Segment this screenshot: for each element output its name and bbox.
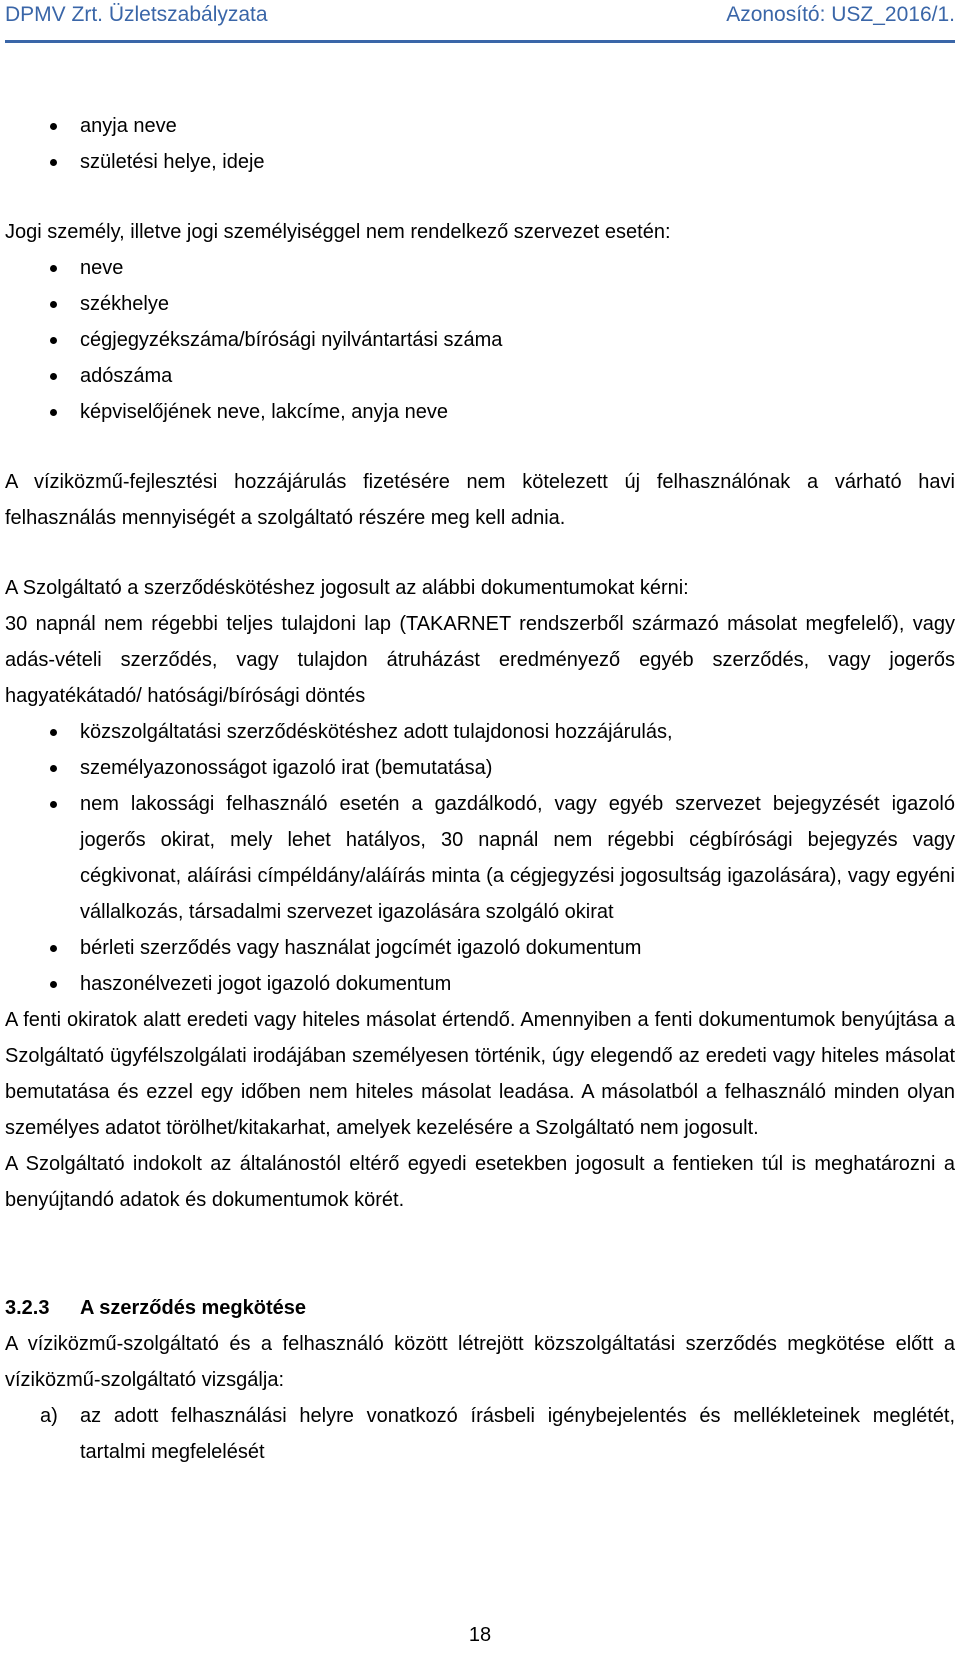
- bullet-icon: [50, 301, 57, 308]
- bullet-icon: [50, 159, 57, 166]
- header-document-id: Azonosító: USZ_2016/1.: [726, 3, 955, 26]
- list-item: haszonélvezeti jogot igazoló dokumentum: [5, 966, 955, 1002]
- list-item: születési helye, ideje: [5, 144, 955, 180]
- page-number: 18: [468, 1624, 492, 1646]
- paragraph: A víziközmű-szolgáltató és a felhasználó között létrejött közszolgáltatási szerződés megkötése előtt a víziközmű-szolgáltató vizsgálja:: [5, 1333, 955, 1391]
- bullet-icon: [50, 729, 57, 736]
- bullet-icon: [50, 945, 57, 952]
- list-item: személyazonosságot igazoló irat (bemutatása): [5, 750, 955, 786]
- bullet-icon: [50, 265, 57, 272]
- page-header: [5, 0, 955, 43]
- list-item: közszolgáltatási szerződéskötéshez adott tulajdonosi hozzájárulás,: [5, 714, 955, 750]
- bullet-list-documents: [5, 714, 955, 1002]
- list-item: cégjegyzékszáma/bírósági nyilvántartási száma: [5, 322, 955, 358]
- bullet-list-organization: [5, 250, 955, 430]
- bullet-icon: [50, 801, 57, 808]
- list-item: képviselőjének neve, lakcíme, anyja neve: [5, 394, 955, 430]
- list-item: neve: [5, 250, 955, 286]
- header-title: DPMV Zrt. Üzletszabályzata: [5, 3, 268, 26]
- bullet-icon: [50, 373, 57, 380]
- list-item: a) az adott felhasználási helyre vonatkozó írásbeli igénybejelentés és mellékleteinek meglétét, tartalmi megfelelését: [5, 1398, 955, 1470]
- list-marker: a): [40, 1405, 58, 1427]
- section-title: A szerződés megkötése: [80, 1297, 307, 1319]
- list-item: székhelye: [5, 286, 955, 322]
- bullet-icon: [50, 409, 57, 416]
- section-heading: [5, 1290, 955, 1326]
- section-number: 3.2.3: [5, 1297, 50, 1319]
- bullet-list-personal: [5, 108, 955, 180]
- paragraph: A fenti okiratok alatt eredeti vagy hiteles másolat értendő. Amennyiben a fenti dokumentumok benyújtása a Szolgáltató ügyfélszolgálati irodájában személyesen történik, úgy elegendő az eredeti vagy hiteles másolat bemutatása és ezzel egy időben nem hiteles másolat leadása. A másolatból a felhasználó minden olyan személyes adatot törölhet/kitakarhat, amelyek kezelésére a Szolgáltató nem jogosult.: [5, 1009, 955, 1139]
- paragraph: A víziközmű-fejlesztési hozzájárulás fizetésére nem kötelezett új felhasználónak a várható havi felhasználás mennyiségét a szolgáltató részére meg kell adnia.: [5, 471, 955, 529]
- paragraph: 30 napnál nem régebbi teljes tulajdoni lap (TAKARNET rendszerből származó másolat megfelelő), vagy adás-vételi szerződés, vagy tulajdon átruházást eredményező egyéb szerződés, vagy jogerős hagyatékátadó/ hatósági/bírósági döntés: [5, 613, 955, 707]
- paragraph: Jogi személy, illetve jogi személyiséggel nem rendelkező szervezet esetén:: [5, 221, 671, 243]
- lettered-list: [5, 1398, 955, 1470]
- paragraph: A Szolgáltató indokolt az általánostól eltérő egyedi esetekben jogosult a fentieken túl is meghatározni a benyújtandó adatok és dokumentumok körét.: [5, 1153, 955, 1211]
- list-item: nem lakossági felhasználó esetén a gazdálkodó, vagy egyéb szervezet bejegyzését igazoló jogerős okirat, mely lehet hatályos, 30 napnál nem régebbi cégbírósági bejegyzés vagy cégkivonat, aláírási címpéldány/aláírás minta (a cégjegyzési jogosultság igazolására), vagy egyéni vállalkozás, társadalmi szervezet igazolására szolgáló okirat: [5, 786, 955, 930]
- list-item: bérleti szerződés vagy használat jogcímét igazoló dokumentum: [5, 930, 955, 966]
- bullet-icon: [50, 981, 57, 988]
- document-body: [5, 108, 955, 1470]
- list-item: adószáma: [5, 358, 955, 394]
- list-item: anyja neve: [5, 108, 955, 144]
- bullet-icon: [50, 337, 57, 344]
- bullet-icon: [50, 123, 57, 130]
- bullet-icon: [50, 765, 57, 772]
- paragraph: A Szolgáltató a szerződéskötéshez jogosult az alábbi dokumentumokat kérni:: [5, 577, 689, 599]
